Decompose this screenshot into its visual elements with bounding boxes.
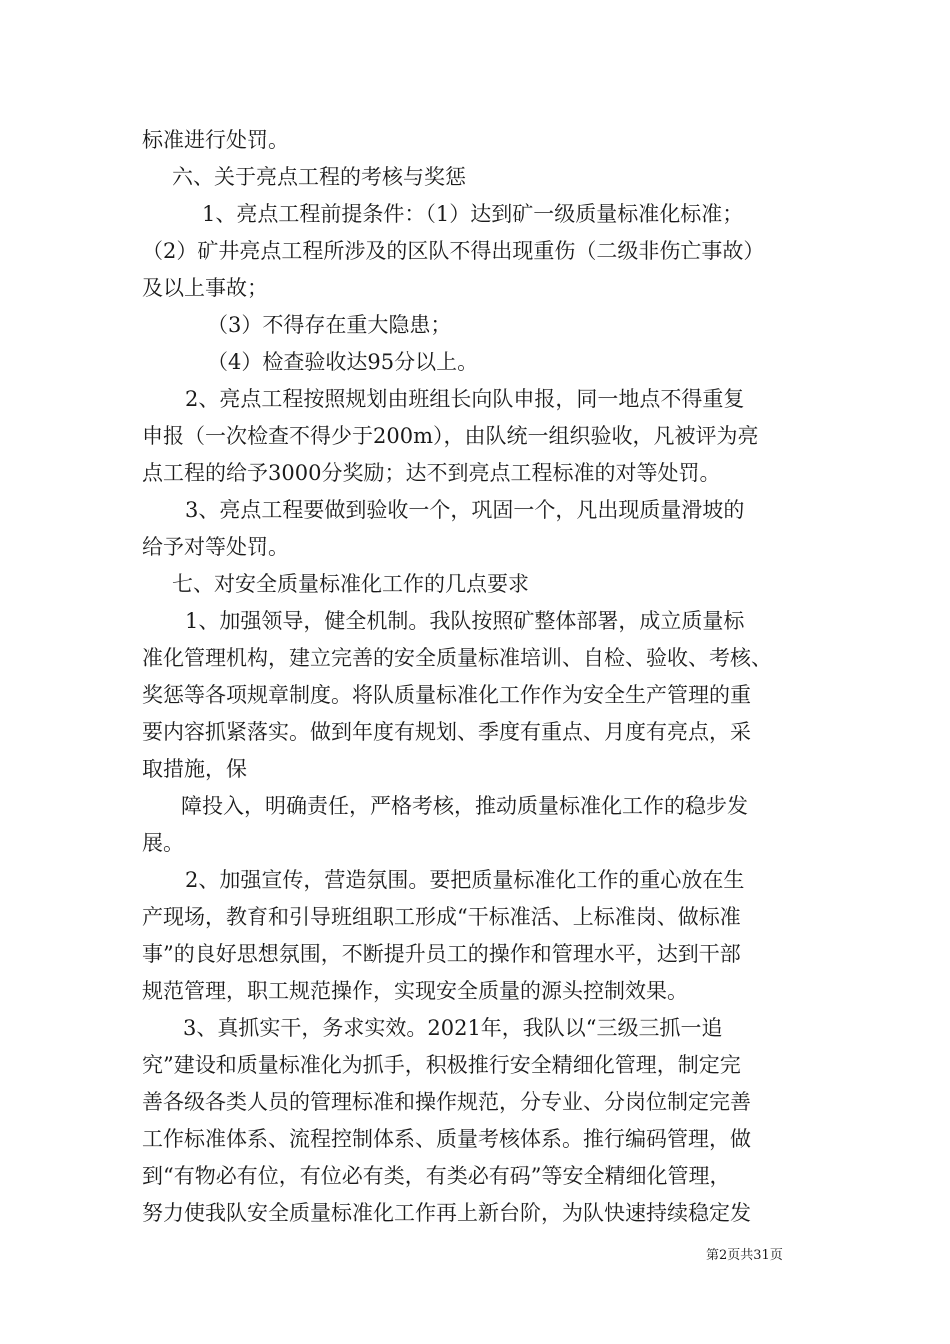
text-line: 及以上事故； — [142, 276, 268, 300]
text-line: 规范管理，职工规范操作，实现安全质量的源头控制效果。 — [142, 979, 688, 1003]
text-line: 1、亮点工程前提条件：（1）达到矿一级质量标准化标准； — [202, 202, 744, 226]
text-line: 1、加强领导，健全机制。我队按照矿整体部署，成立质量标 — [185, 609, 745, 633]
text-line: 申报（一次检查不得少于200m），由队统一组织验收，凡被评为亮 — [142, 424, 759, 448]
section-heading-7: 七、对安全质量标准化工作的几点要求 — [172, 572, 529, 596]
text-line: 要内容抓紧落实。做到年度有规划、季度有重点、月度有亮点，采 — [142, 720, 751, 744]
text-line: 奖惩等各项规章制度。将队质量标准化工作作为安全生产管理的重 — [142, 683, 751, 707]
page-number-footer: 第2页共31页 — [706, 1248, 783, 1263]
text-line: 准化管理机构，建立完善的安全质量标准培训、自检、验收、考核、 — [142, 646, 772, 670]
text-line: 点工程的给予3000分奖励；达不到亮点工程标准的对等处罚。 — [142, 461, 721, 485]
text-line: 事”的良好思想氛围，不断提升员工的操作和管理水平，达到干部 — [142, 942, 741, 966]
text-line: 善各级各类人员的管理标准和操作规范，分专业、分岗位制定完善 — [142, 1090, 751, 1114]
text-line: 产现场，教育和引导班组职工形成“干标准活、上标准岗、做标准 — [142, 905, 741, 929]
text-line: 努力使我队安全质量标准化工作再上新台阶，为队快速持续稳定发 — [142, 1201, 751, 1225]
text-line: 到“有物必有位，有位必有类，有类必有码”等安全精细化管理， — [142, 1164, 731, 1188]
text-line: （3）不得存在重大隐患； — [207, 313, 452, 337]
text-line: 2、亮点工程按照规划由班组长向队申报，同一地点不得重复 — [185, 387, 745, 411]
text-line: 3、亮点工程要做到验收一个，巩固一个，凡出现质量滑坡的 — [185, 498, 745, 522]
text-line: 取措施，保 — [142, 757, 247, 781]
text-line: 2、加强宣传，营造氛围。要把质量标准化工作的重心放在生 — [185, 868, 745, 892]
text-line: 工作标准体系、流程控制体系、质量考核体系。推行编码管理，做 — [142, 1127, 751, 1151]
text-line: 3、真抓实干，务求实效。2021年，我队以“三级三抓一追 — [183, 1016, 723, 1040]
text-line: 究”建设和质量标准化为抓手，积极推行安全精细化管理，制定完 — [142, 1053, 741, 1077]
text-line: 展。 — [142, 831, 184, 855]
text-line: 标准进行处罚。 — [142, 128, 289, 152]
section-heading-6: 六、关于亮点工程的考核与奖惩 — [172, 165, 466, 189]
text-line: （4）检查验收达95分以上。 — [207, 350, 479, 374]
text-line: 障投入，明确责任，严格考核，推动质量标准化工作的稳步发 — [181, 794, 748, 818]
text-line: （2）矿井亮点工程所涉及的区队不得出现重伤（二级非伤亡事故） — [142, 239, 765, 263]
body-text — [142, 122, 810, 1232]
text-line: 给予对等处罚。 — [142, 535, 289, 559]
